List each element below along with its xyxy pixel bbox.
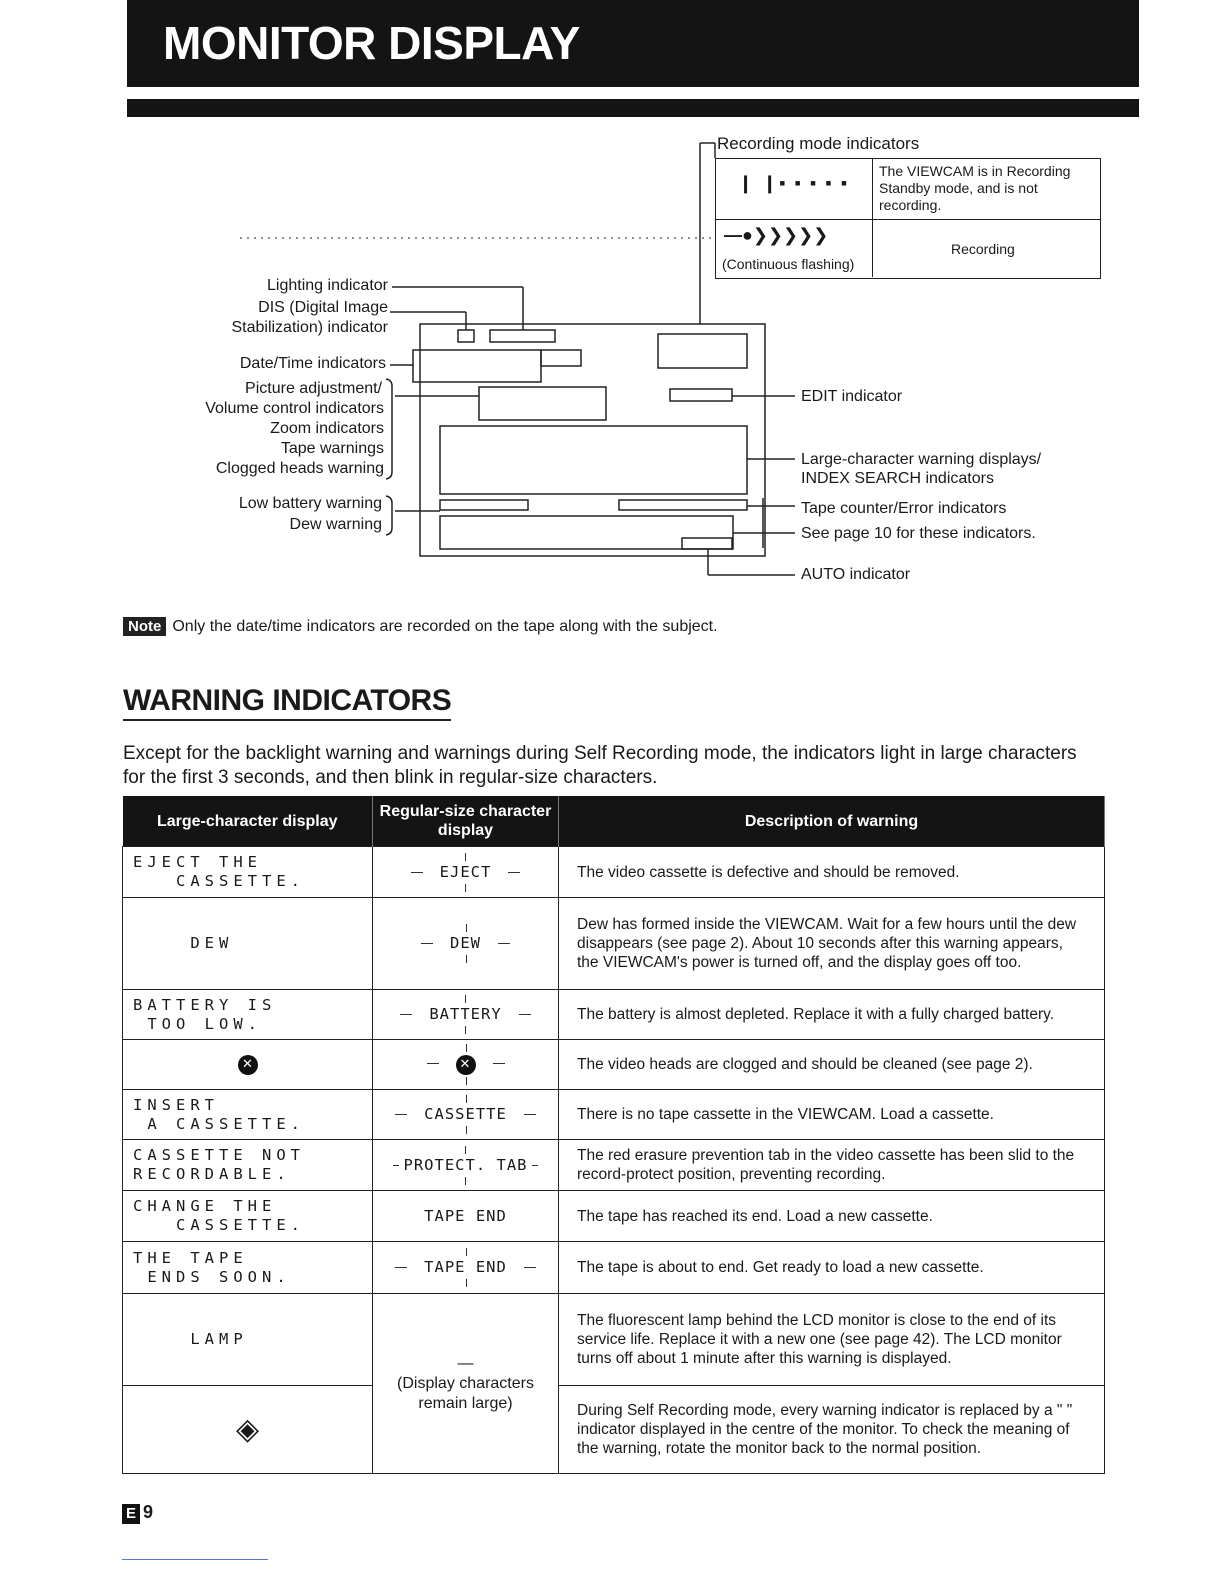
monitor-diagram [0,0,1224,600]
regular-display: PROTECT. TAB [402,1146,530,1185]
large-display: INSERT A CASSETTE. [123,1090,373,1140]
table-row [123,1386,1105,1474]
intro-paragraph: Except for the backlight warning and warnings during Self Recording mode, the indicators light in large characters for the first 3 seconds, and then blink in regular-size characters. [123,743,1077,788]
tape-counter-label: Tape counter/Error indicators [801,500,1007,517]
note [123,617,718,636]
description: The red erasure prevention tab in the video cassette has been slid to the record-protect position, preventing recording. [559,1140,1105,1191]
large-display: DEW [123,898,373,990]
page-title: MONITOR DISPLAY [163,17,580,69]
edit-indicator-label: EDIT indicator [801,388,903,405]
auto-indicator-label: AUTO indicator [801,566,911,583]
dew-warning-label: Dew warning [289,516,382,533]
clogged-heads-icon: ✕ [456,1055,476,1075]
table-row [123,847,1105,898]
dis-label-line2: Stabilization) indicator [231,319,388,336]
dis-box [458,330,474,342]
datetime-label: Date/Time indicators [239,355,386,372]
auto-box [682,538,732,549]
regular-display: DEW [436,924,495,963]
description: The battery is almost depleted. Replace it with a fully charged battery. [559,990,1105,1040]
note-text: Only the date/time indicators are recorded on the tape along with the subject. [172,618,718,635]
header-description: Description of warning [559,796,1105,847]
standby-text: The VIEWCAM is in Recording Standby mode, and is not recording. [879,163,1071,213]
description: The tape has reached its end. Load a new cassette. [559,1191,1105,1242]
regular-display: BATTERY [415,995,515,1034]
large-display: BATTERY IS TOO LOW. [123,990,373,1040]
recording-text: Recording [951,241,1015,257]
dis-label-line1: DIS (Digital Image [258,299,388,316]
zoom-label: Zoom indicators [270,420,384,437]
warning-table [122,796,1105,1474]
description: The fluorescent lamp behind the LCD monitor is close to the end of its service life. Replace it with a new one (see page 42). The LCD monitor turns off about 1 minute after this warning is displayed. [559,1294,1105,1386]
table-row [123,898,1105,990]
description: Dew has formed inside the VIEWCAM. Wait for a few hours until the dew disappears (see page 2). About 10 seconds after this warning appears, the VIEWCAM's power is turned off, and the display goes off too. [559,898,1105,990]
regular-display: CASSETTE [410,1095,521,1134]
datetime-box [413,350,541,382]
description: The tape is about to end. Get ready to load a new cassette. [559,1242,1105,1294]
picture-adjust-label-line1: Picture adjustment/ [245,380,382,397]
table-row [123,1294,1105,1386]
large-display: EJECT THE CASSETTE. [123,847,373,898]
note-badge: Note [123,617,166,636]
large-display: LAMP [123,1294,373,1386]
battery-box [440,500,528,510]
description: During Self Recording mode, every warning indicator is replaced by a " " indicator displayed in the centre of the monitor. To check the meaning of the warning, rotate the monitor back to the normal position. [559,1386,1105,1474]
regular-display: TAPE END [410,1248,521,1287]
diagram-lines [0,0,1224,600]
lighting-indicator-label: Lighting indicator [267,277,388,294]
regular-display: EJECT [426,853,506,892]
picture-box [479,387,606,420]
datetime-box2 [541,350,581,366]
clogged-heads-icon: ✕ [238,1055,258,1075]
table-row [123,1090,1105,1140]
monitor-outline [420,324,765,556]
lighting-box [490,330,555,342]
page-number [122,1502,153,1524]
description: The video cassette is defective and should be removed. [559,847,1105,898]
picture-adjust-label-line2: Volume control indicators [205,400,384,417]
counter-box [619,500,747,510]
page-letter: E [122,1504,140,1524]
large-char-label-line2: INDEX SEARCH indicators [801,470,994,487]
regular-display: TAPE END [373,1191,559,1242]
header-regular: Regular-size character display [373,796,559,847]
see-page-label: See page 10 for these indicators. [801,525,1036,542]
merged-regular-dash: — [457,1354,474,1372]
description: There is no tape cassette in the VIEWCAM. Load a cassette. [559,1090,1105,1140]
header-large: Large-character display [123,796,373,847]
recording-mode-table [715,158,1101,279]
table-header-row [123,796,1105,847]
table-row [123,1242,1105,1294]
large-char-box [440,426,747,494]
table-row [123,1040,1105,1090]
merged-regular-text: (Display characters remain large) [397,1374,534,1412]
large-display: CASSETTE NOT RECORDABLE. [123,1140,373,1191]
standby-symbol: ❙ ❙▪ ▪ ▪ ▪ ▪ [738,173,850,193]
continuous-flashing-label: (Continuous flashing) [722,256,855,272]
recording-mode-label: Recording mode indicators [717,134,920,153]
table-row [123,1140,1105,1191]
top-right-box [658,334,747,368]
page-number-text: 9 [143,1502,154,1522]
table-row [123,1191,1105,1242]
large-char-label-line1: Large-character warning displays/ [801,451,1042,468]
large-display: CHANGE THE CASSETTE. [123,1191,373,1242]
recording-symbol: —●❯❯❯❯❯ [724,225,829,245]
edit-box [670,389,732,401]
table-row [123,990,1105,1040]
description: The video heads are clogged and should be cleaned (see page 2). [559,1040,1105,1090]
dew-box [440,516,733,549]
large-display: THE TAPE ENDS SOON. [123,1242,373,1294]
clogged-heads-label: Clogged heads warning [215,460,384,477]
tape-warnings-label: Tape warnings [280,440,384,457]
footer-line [122,1559,268,1560]
self-recording-icon: ◈ [123,1386,373,1474]
section-title: WARNING INDICATORS [123,684,451,721]
low-battery-label: Low battery warning [238,495,382,512]
